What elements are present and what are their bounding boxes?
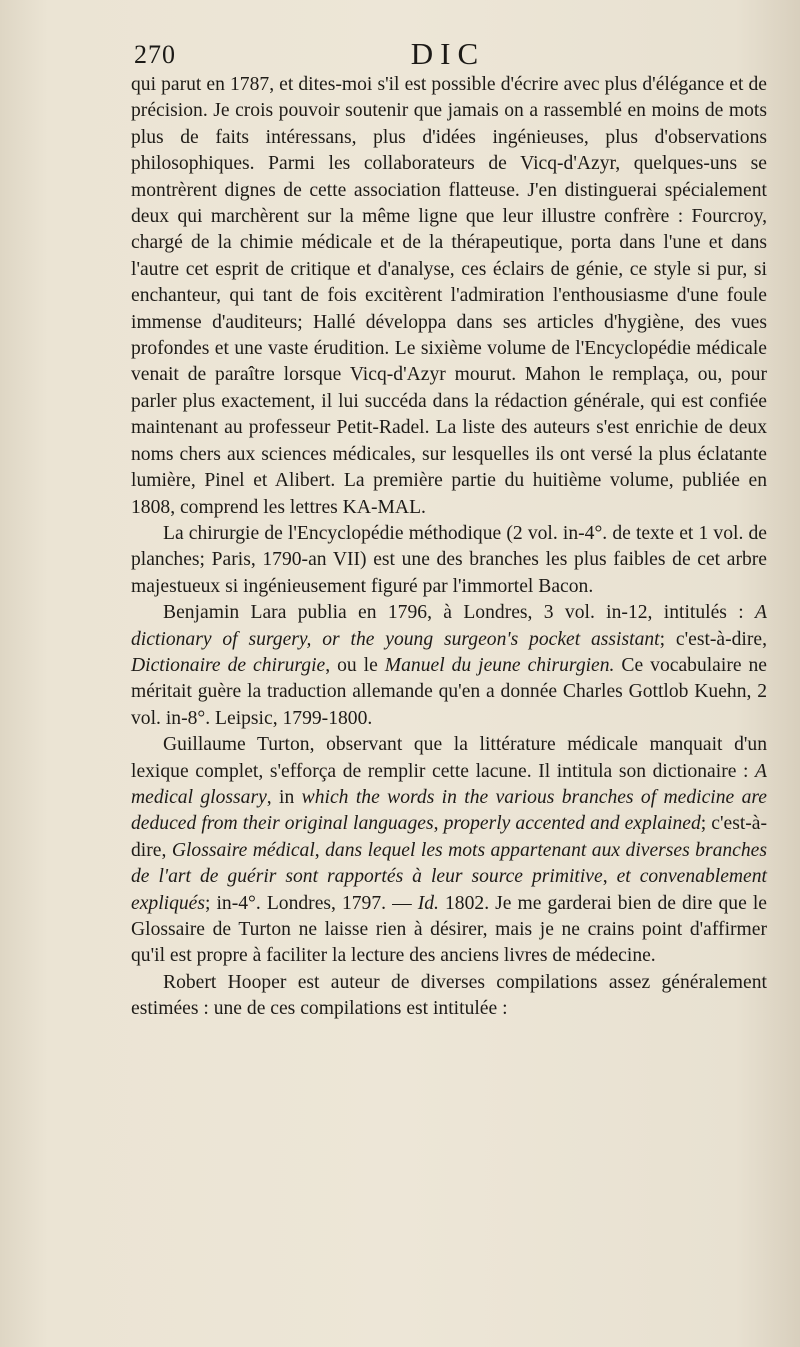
text-run: Ce vocabulaire ne méritait guère la traduction allemande qu'en a donnée Charles Gottlob Kuehn, 2 vol. in-8°. Leipsic, 1799-1800. <box>131 654 768 729</box>
paragraph <box>131 600 767 732</box>
paragraph <box>131 732 767 970</box>
paragraph <box>131 970 767 1023</box>
paragraph <box>131 72 767 521</box>
text-run: qui parut en 1787, et dites-moi s'il est possible d'écrire avec plus d'élégance et de précision. Je crois pouvoir soutenir que jamais on a rassemblé en moins de mots plus de faits intéressans, plus d'idées ingénieuses, plus d'observations philosophiques. Parmi les collaborateurs de Vicq-d'Azyr, quelques-uns se montrèrent dignes de cette association flatteuse. J'en distinguerai spécialement deux qui marchèrent sur la même ligne que leur illustre confrère : Fourcroy, chargé de la chimie médicale et de la thérapeutique, porta dans l'une et dans l'autre cet esprit de critique et d'analyse, ces éclairs de génie, ce style si pur, si enchanteur, qui tant de fois excitèrent l'admiration l'enthousiasme d'une foule immense d'auditeurs; Hallé développa dans ses articles d'hygiène, des vues profondes et une vaste érudition. Le sixième volume de l'Encyclopédie médicale venait de paraître lorsque Vicq-d'Azyr mourut. Mahon le remplaça, ou, pour parler plus exactement, il lui succéda dans la rédaction générale, qui est confiée maintenant au professeur Petit-Radel. La liste des auteurs s'est enrichie de deux noms chers aux sciences médicales, sur lesquelles ils ont versé la plus éclatante lumière, Pinel et Alibert. La première partie du huitième volume, publiée en 1808, comprend les lettres KA-MAL. <box>131 74 767 518</box>
book-title-italic: Glossaire médical <box>171 839 315 861</box>
book-title-italic: properly accented and explained <box>443 813 701 835</box>
text-run: Guillaume Turton, observant que la littérature médicale manquait d'un lexique complet, s'efforça de remplir cette lacune. Il intitula son dictionaire : <box>131 734 767 782</box>
text-run: Benjamin Lara publia en 1796, à Londres, 3 vol. in-12, intitulés : <box>163 602 756 624</box>
text-run: La chirurgie de l'Encyclopédie méthodique (2 vol. in-4°. de texte et 1 vol. de planches; Paris, 1790-an VII) est une des branches les plus faibles de cet arbre majestueux si ingénieusement figuré par l'immortel Bacon. <box>131 522 767 597</box>
body-text <box>131 72 767 1023</box>
book-title-italic: A medical glossary <box>131 760 767 808</box>
running-head <box>128 36 768 74</box>
book-title-italic: dans lequel les mots appartenant aux diverses branches de l'art de guérir sont rapportés à leur source primitive <box>131 839 768 888</box>
text-run: 1802. Je me garderai bien de dire que le Glossaire de Turton ne laisse rien à désirer, mais je ne crains point d'affirmer qu'il est propre à faciliter la lecture des anciens livres de médecine. <box>131 892 767 967</box>
text-run: ; c'est-à-dire, <box>131 813 768 861</box>
book-title-italic: A dictionary of surgery, or the young surgeon's pocket assistant <box>131 602 767 650</box>
text-run: , ou le <box>325 654 385 676</box>
book-title-italic: et convenablement expliqués <box>131 866 767 914</box>
text-run: , <box>433 813 444 835</box>
text-run: ; c'est-à-dire, <box>659 628 767 650</box>
running-title: DIC <box>410 36 486 71</box>
book-title-italic: Dictionaire de chirurgie <box>131 654 326 676</box>
text-run: Robert Hooper est auteur de diverses compilations assez généralement estimées : une de ces compilations est intitulée : <box>131 971 767 1020</box>
id-italic: Id. <box>417 892 439 914</box>
text-run: , in <box>266 786 302 808</box>
page-number: 270 <box>134 40 176 69</box>
book-title-italic: which the words in the various branches of medicine are deduced from their original languages <box>131 786 767 835</box>
text-run: ; in-4°. Londres, 1797. — <box>205 892 418 914</box>
text-run: , <box>602 866 617 888</box>
paragraph <box>131 521 767 600</box>
text-run: , <box>314 839 326 861</box>
book-title-italic: Manuel du jeune chirurgien. <box>384 654 615 676</box>
